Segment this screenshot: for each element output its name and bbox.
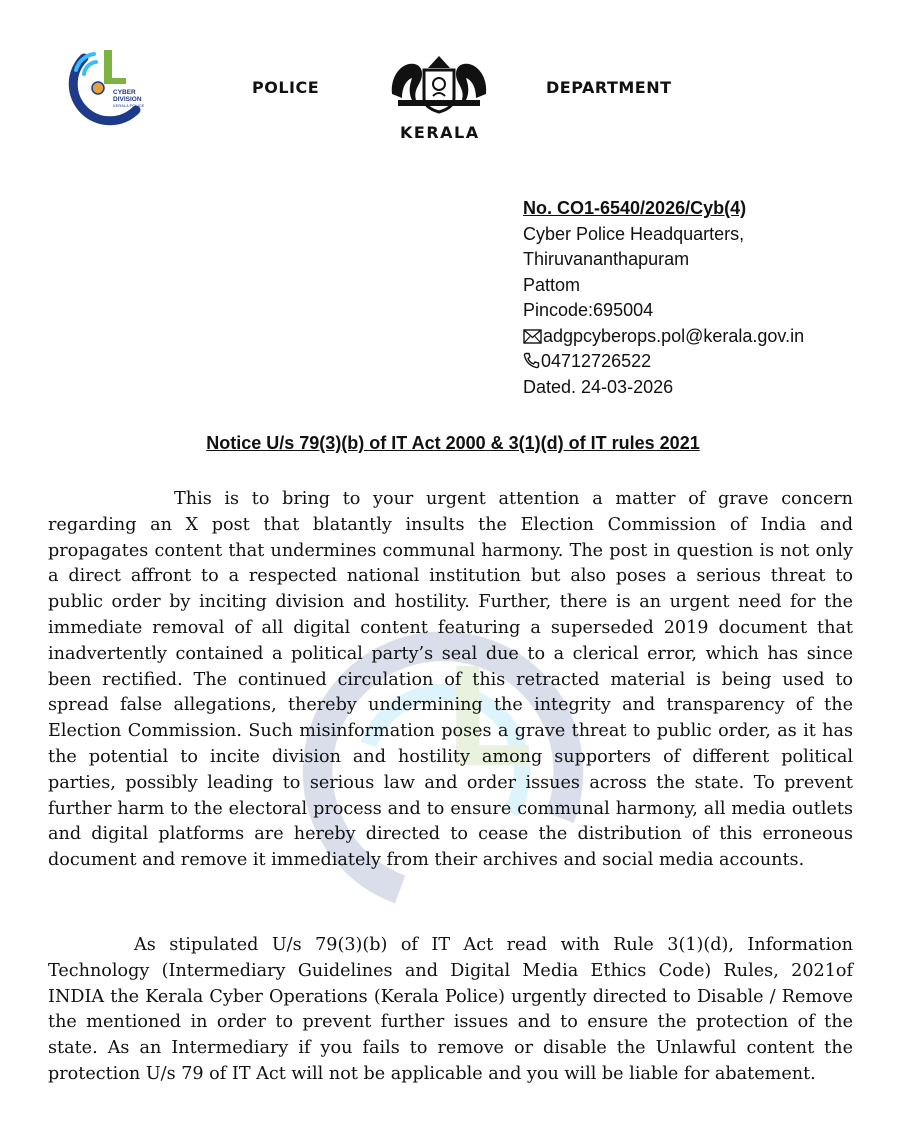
phone-number[interactable]: 04712726522: [541, 351, 652, 371]
body-paragraph-2: As stipulated U/s 79(3)(b) of IT Act read with Rule 3(1)(d), Information Technology (Intermediary Guidelines and Digital Media Ethics Code) Rules, 2021of INDIA the Kerala Cyber Operations (Kerala Police) urgently directed to Disable / Remove the mentioned in order to prevent further issues and to ensure the protection of the state. As an Intermediary if you fails to remove or disable the Unlawful content the protection U/s 79 of IT Act will not be applicable and you will be liable for abatement.: [48, 935, 853, 1084]
email-address[interactable]: adgpcyberops.pol@kerala.gov.in: [543, 325, 805, 346]
locality: Pattom: [523, 274, 581, 295]
cyber-division-logo: [54, 40, 150, 130]
header-kerala: KERALA: [400, 123, 480, 142]
envelope-icon: [523, 329, 542, 344]
pincode: Pincode:695004: [523, 300, 654, 320]
reference-number: No. CO1-6540/2026/Cyb(4): [523, 198, 747, 218]
phone-icon: [523, 352, 540, 369]
body-paragraph-1: This is to bring to your urgent attention a matter of grave concern regarding an X post that blatantly insults the Election Commission of India and propagates content that undermines communal harmony. The post in question is not only a direct affront to a respected national institution but also poses a serious threat to public order by inciting division and hostility. Further, there is an urgent need for the immediate removal of all digital content featuring a superseded 2019 document that inadvertently contained a political party’s seal due to a clerical error, which has since been rectified. The continued circulation of this retracted material is being used to spread false allegations, thereby undermining the integrity and transparency of the Election Commission. Such misinformation poses a grave threat to public order, as it has the potential to incite division and hostility among supporters of different political parties, possibly leading to serious law and order issues across the state. To prevent further harm to the electoral process and to ensure communal harmony, all media outlets and digital platforms are hereby directed to cease the distribution of this erroneous document and remove it immediately from their archives and social media accounts.: [48, 489, 853, 871]
notice-subject: Notice U/s 79(3)(b) of IT Act 2000 & 3(1)(d) of IT rules 2021: [206, 433, 700, 453]
header-department: DEPARTMENT: [546, 78, 672, 97]
logo-text-line-2: DIVISION: [113, 96, 142, 103]
city: Thiruvananthapuram: [523, 249, 690, 269]
email-row: [523, 324, 804, 350]
logo-text-line-3: KERALA POLICE: [113, 103, 145, 108]
phone-row: [523, 349, 804, 375]
office-name: Cyber Police Headquarters,: [523, 223, 745, 244]
date: Dated. 24-03-2026: [523, 376, 674, 397]
kerala-emblem: [384, 54, 494, 116]
logo-text-line-1: CYBER: [113, 89, 136, 96]
header-police: POLICE: [252, 78, 320, 97]
address-block: [523, 196, 804, 400]
